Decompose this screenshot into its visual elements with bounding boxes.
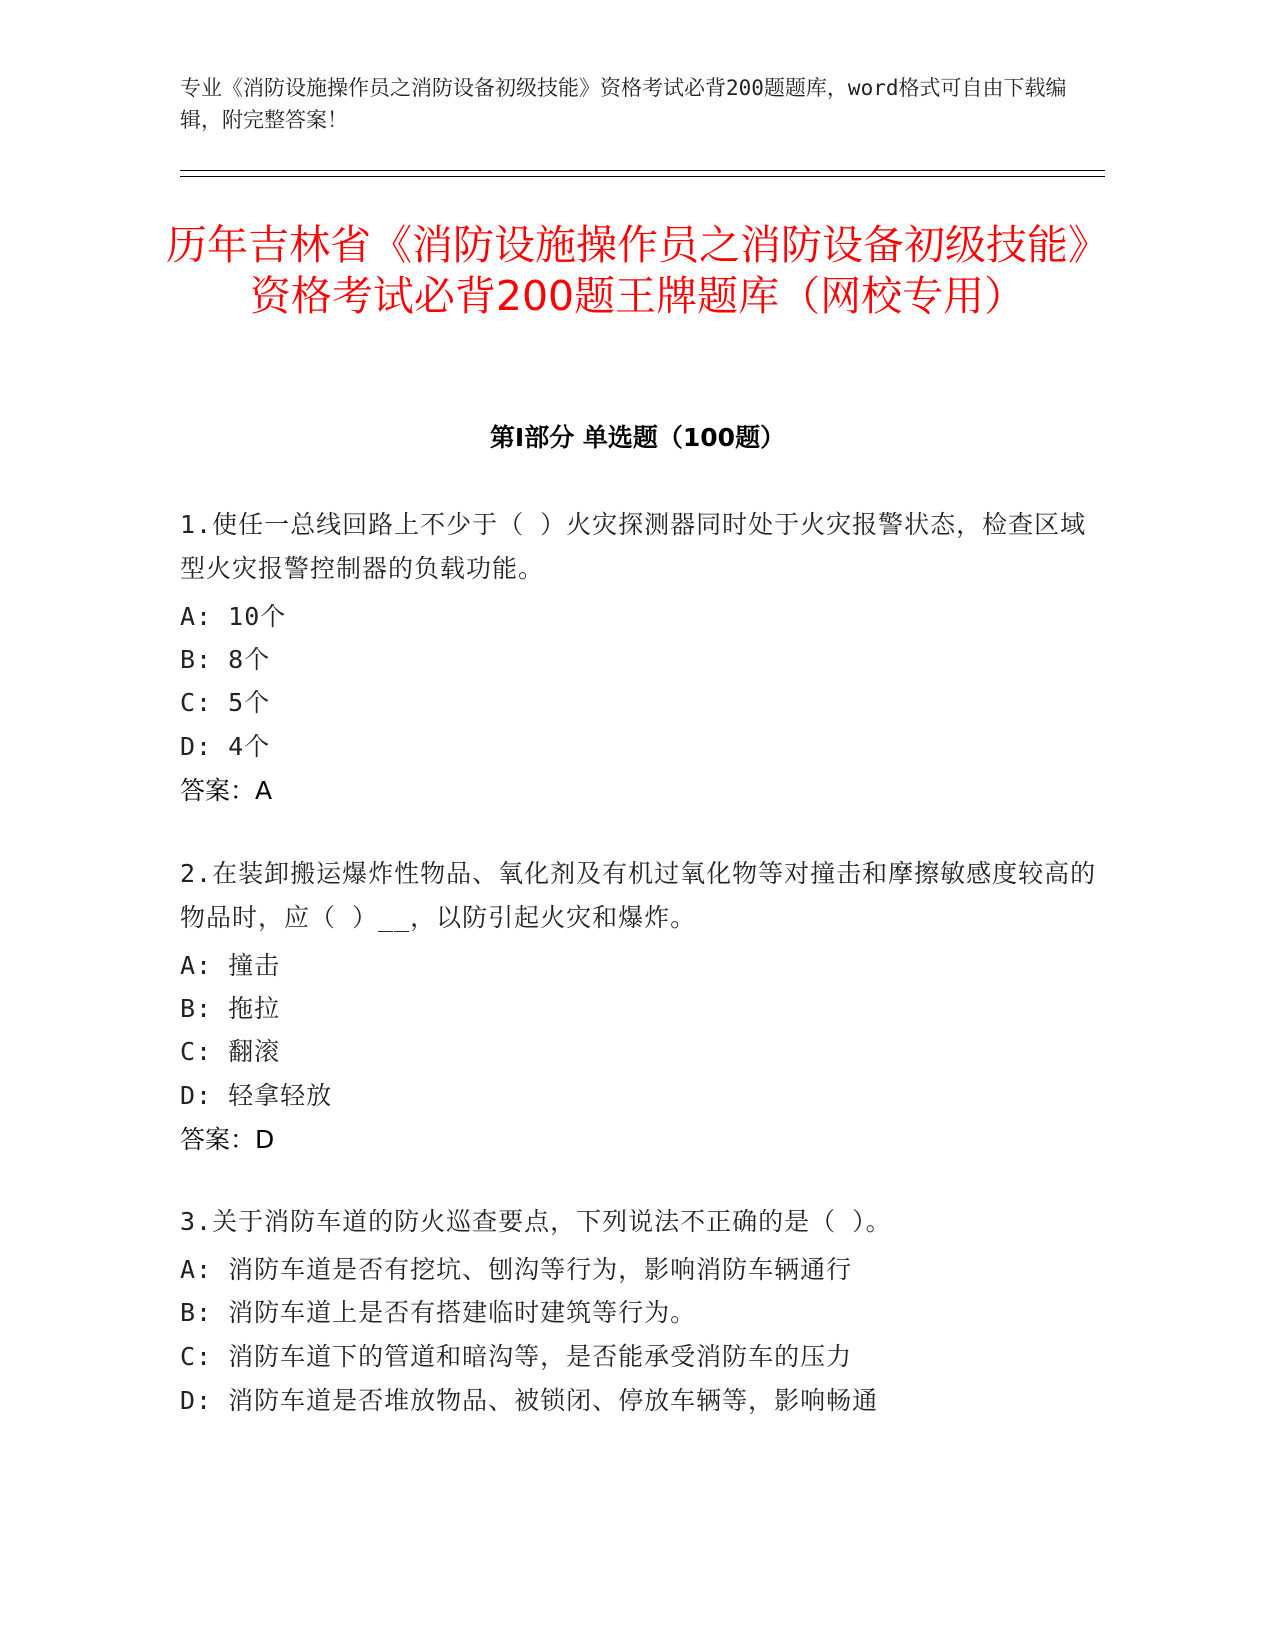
question-1-stem: 1.使任一总线回路上不少于（ ）火灾探测器同时处于火灾报警状态，检查区域型火灾报警控制器的负载功能。 <box>180 510 1087 583</box>
question-1-answer: 答案：A <box>180 776 273 805</box>
question-2-answer: 答案：D <box>180 1125 275 1154</box>
section-heading: 第Ⅰ部分 单选题（100题） <box>489 423 786 452</box>
question-1-option-c: C: 5个 <box>180 688 271 717</box>
document-title: 历年吉林省《消防设施操作员之消防设备初级技能》资格考试必背200题王牌题库（网校专用） <box>166 221 1109 320</box>
question-3-option-d: D: 消防车道是否堆放物品、被锁闭、停放车辆等，影响畅通 <box>180 1386 879 1415</box>
question-2-option-d: D: 轻拿轻放 <box>180 1081 333 1110</box>
question-3-option-b: B: 消防车道上是否有搭建临时建筑等行为。 <box>180 1298 697 1327</box>
header-rule-bottom <box>180 176 1105 177</box>
question-2-option-c: C: 翻滚 <box>180 1037 281 1066</box>
question-3-option-c: C: 消防车道下的管道和暗沟等，是否能承受消防车的压力 <box>180 1342 853 1371</box>
question-3-option-a: A: 消防车道是否有挖坑、刨沟等行为，影响消防车辆通行 <box>180 1255 853 1284</box>
question-2-option-b: B: 拖拉 <box>180 994 281 1023</box>
header-description: 专业《消防设施操作员之消防设备初级技能》资格考试必背200题题库，word格式可自由下载编辑，附完整答案！ <box>180 76 1067 132</box>
question-3-stem: 3.关于消防车道的防火巡查要点，下列说法不正确的是（ ）。 <box>180 1207 892 1236</box>
question-1-option-d: D: 4个 <box>180 732 271 761</box>
question-1-option-b: B: 8个 <box>180 645 271 674</box>
question-2-stem: 2.在装卸搬运爆炸性物品、氧化剂及有机过氧化物等对撞击和摩擦敏感度较高的物品时，应（ ）__，以防引起火灾和爆炸。 <box>180 859 1097 932</box>
question-1-option-a: A: 10个 <box>180 602 287 631</box>
question-2-option-a: A: 撞击 <box>180 951 281 980</box>
header-rule-top <box>180 170 1105 171</box>
